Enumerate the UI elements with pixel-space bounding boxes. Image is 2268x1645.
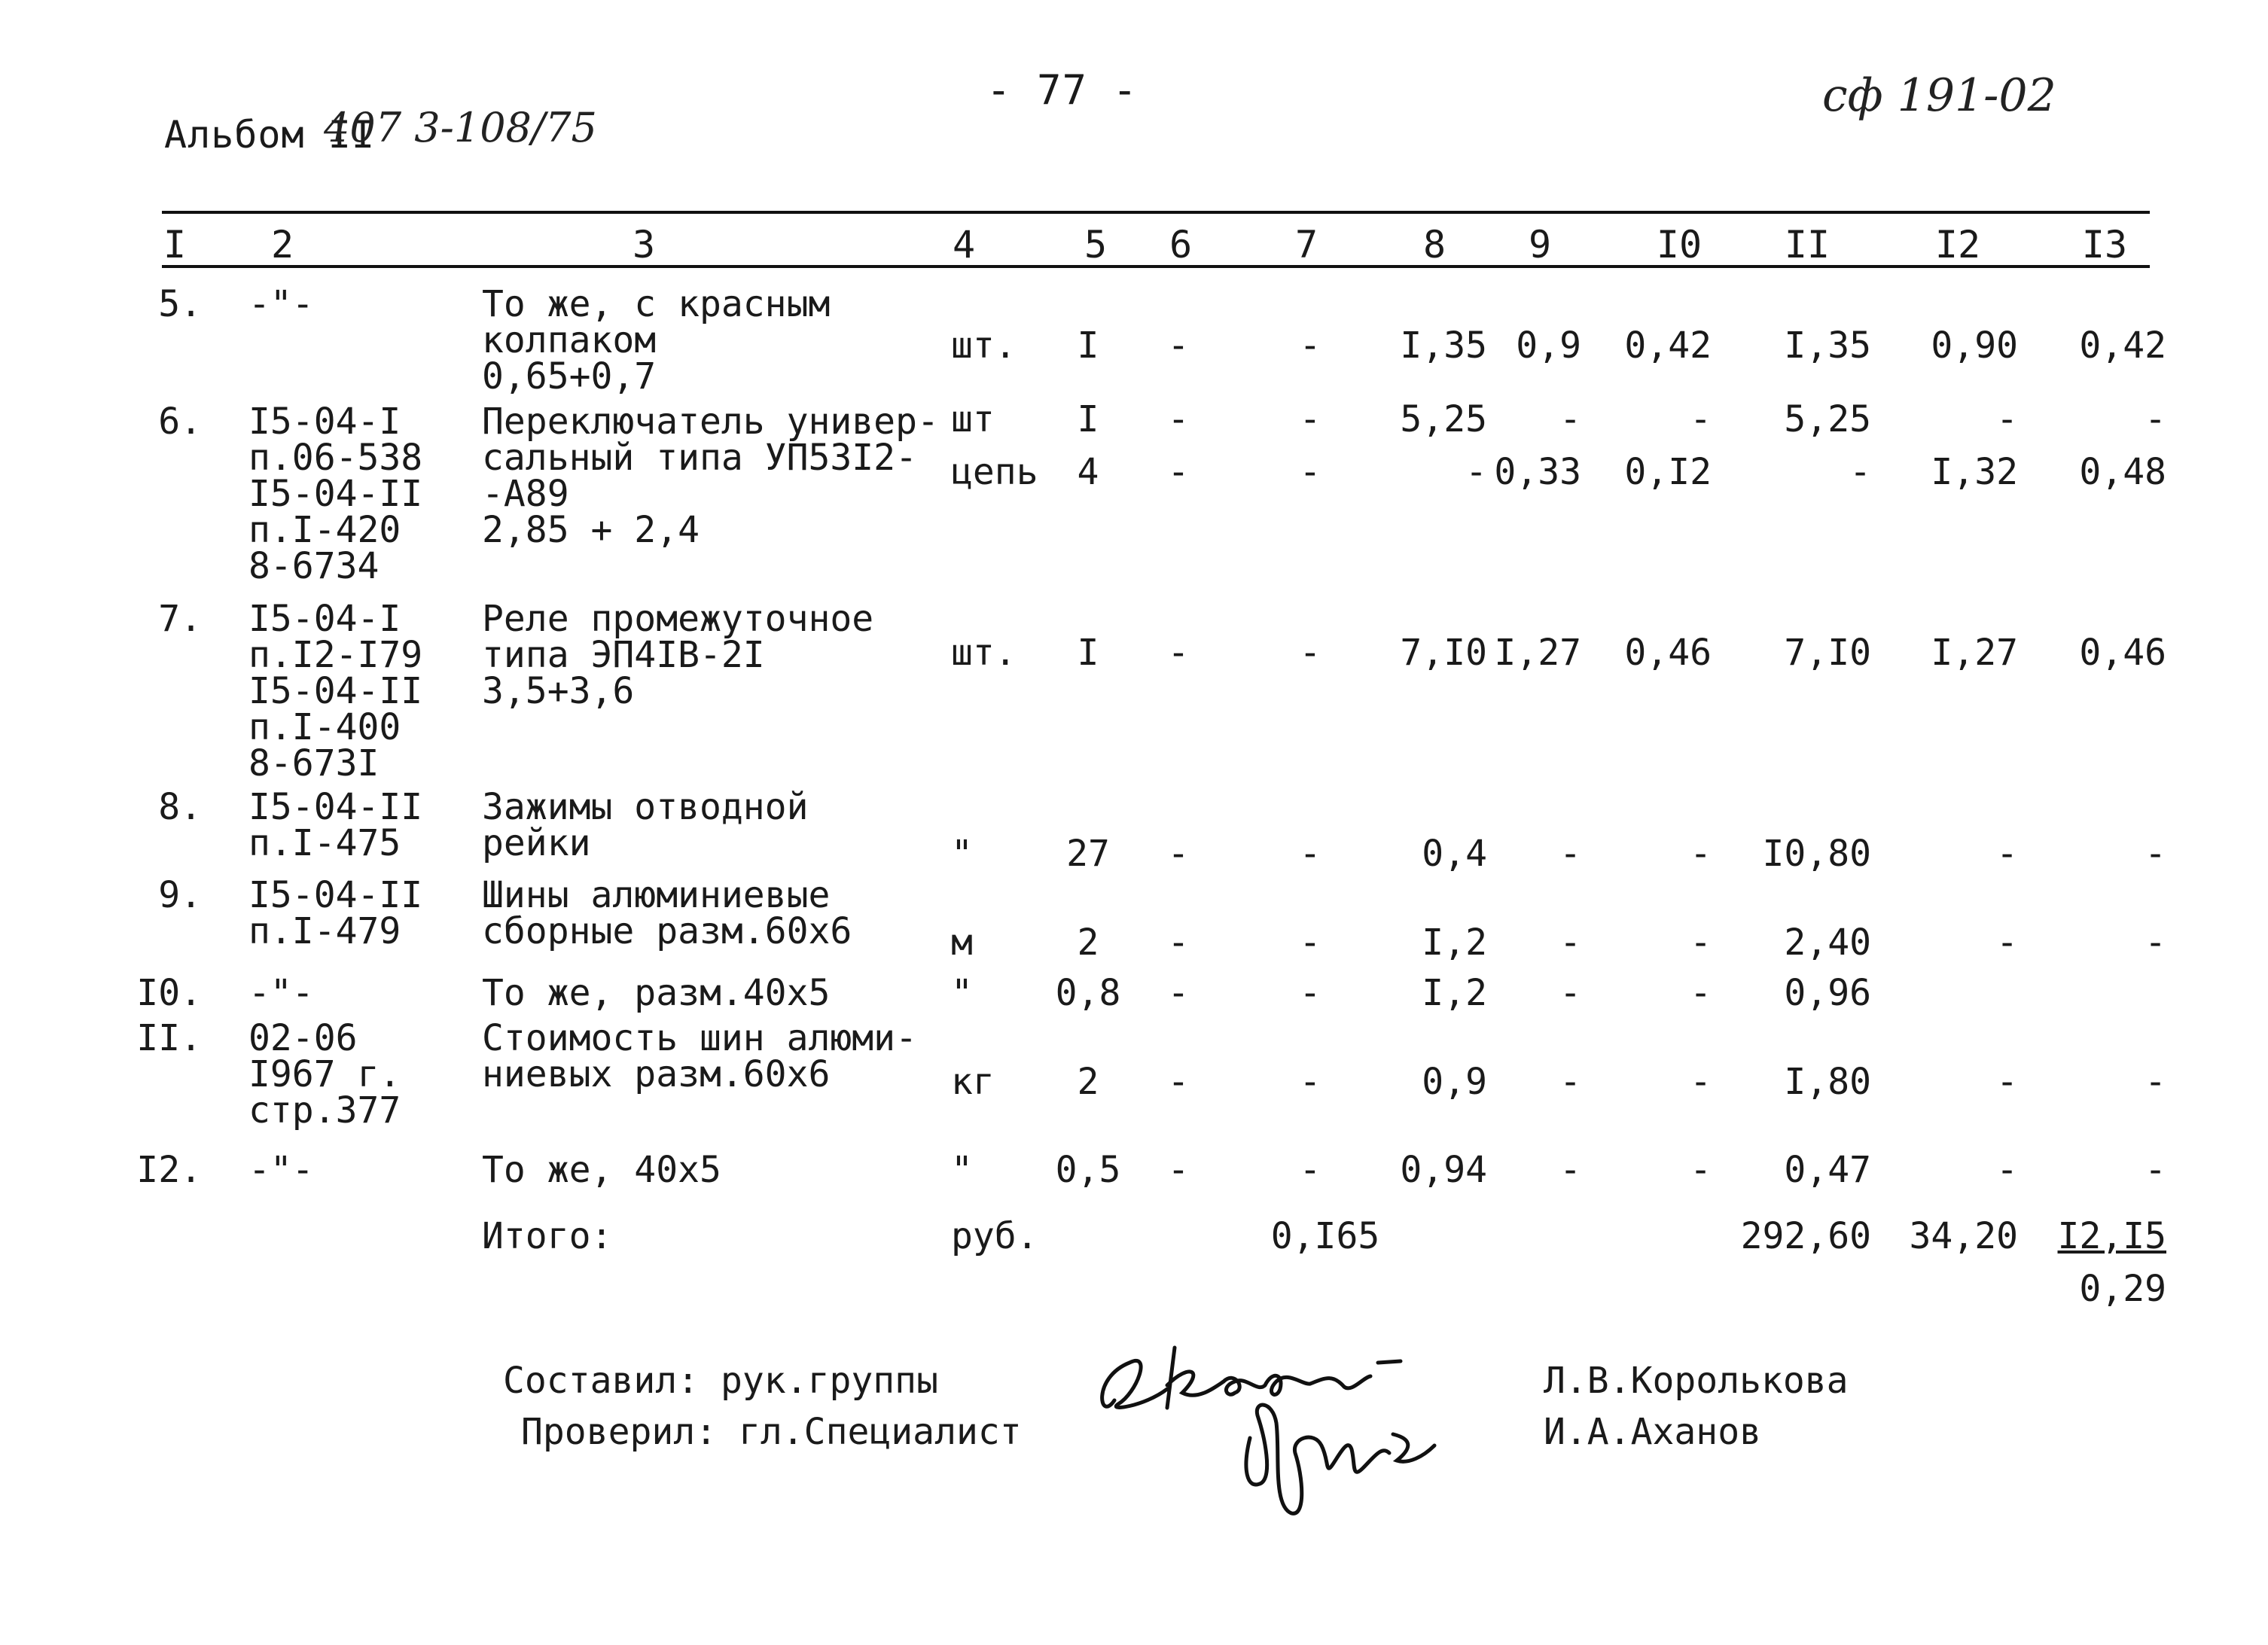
row-value-c8: I,35 [1400, 324, 1487, 367]
album-label: Альбом II [164, 113, 375, 157]
row-reference-line: I5-04-I [248, 401, 401, 443]
col-header-3: 3 [632, 223, 656, 267]
row-value-c13: - [2145, 1061, 2166, 1103]
row-value-c12: - [1996, 922, 2018, 964]
col-header-12: I2 [1934, 223, 1981, 267]
row-name-line: типа ЭП4IВ-2I [482, 634, 765, 676]
compiled-label: Составил: рук.группы [503, 1360, 938, 1402]
row-number: 9. [158, 874, 202, 916]
row-name-line: Шины алюминиевые [482, 874, 831, 916]
row-value-c7: - [1299, 922, 1321, 964]
row-value-c8: 0,4 [1422, 833, 1487, 875]
row-value-c9: 0,9 [1516, 324, 1581, 367]
row-value-c8: 5,25 [1400, 398, 1487, 440]
row-value-c10: - [1690, 1149, 1712, 1191]
row-value-c13: 0,48 [2079, 451, 2166, 493]
row-value-c5: 0,5 [1055, 1149, 1121, 1191]
total-col13: I2,I5 [2057, 1215, 2166, 1257]
row-name-line: 2,85 + 2,4 [482, 509, 700, 551]
row-value-c7: - [1299, 1061, 1321, 1103]
row-number: I0. [136, 972, 202, 1014]
col-header-11: II [1784, 223, 1831, 267]
row-unit: шт. [951, 324, 1017, 367]
row-value-c9: I,27 [1494, 632, 1581, 674]
row-value-c5: 4 [1077, 451, 1099, 493]
row-value-c5: 27 [1066, 833, 1110, 875]
row-value-c6: - [1167, 398, 1190, 440]
row-value-c10: - [1690, 972, 1712, 1014]
row-unit: шт. [951, 632, 1017, 674]
row-unit: цепь [951, 451, 1038, 493]
row-value-c12: - [1996, 398, 2018, 440]
row-number: 5. [158, 283, 202, 325]
row-reference-line: 8-6734 [248, 545, 380, 587]
row-value-c12: I,32 [1931, 451, 2018, 493]
row-value-c7: - [1299, 833, 1321, 875]
total-unit: руб. [951, 1215, 1038, 1257]
row-value-c11: 7,I0 [1784, 632, 1871, 674]
row-name-line: 3,5+3,6 [482, 670, 635, 712]
row-name-line: То же, разм.40х5 [482, 972, 831, 1014]
row-value-c7: - [1299, 324, 1321, 367]
row-value-c9: - [1559, 1149, 1581, 1191]
row-number: II. [136, 1017, 202, 1059]
row-value-c13: - [2145, 398, 2166, 440]
checked-label: Проверил: гл.Специалист [521, 1411, 1022, 1453]
row-number: I2. [136, 1149, 202, 1191]
row-value-c13: 0,46 [2079, 632, 2166, 674]
row-name-line: рейки [482, 822, 591, 864]
row-value-c11: I,35 [1784, 324, 1871, 367]
row-name-line: 0,65+0,7 [482, 355, 657, 398]
row-name-line: Стоимость шин алюми- [482, 1017, 917, 1059]
row-reference-line: п.I-479 [248, 910, 401, 952]
row-value-c10: - [1690, 1061, 1712, 1103]
row-value-c12: I,27 [1931, 632, 2018, 674]
row-value-c8: 7,I0 [1400, 632, 1487, 674]
row-unit: " [951, 833, 973, 875]
total-col12: 34,20 [1909, 1215, 2018, 1257]
row-unit: шт [951, 398, 995, 440]
row-value-c11: 2,40 [1784, 922, 1871, 964]
row-name-line: Реле промежуточное [482, 598, 874, 640]
col-header-13: I3 [2081, 223, 2128, 267]
row-value-c13: 0,42 [2079, 324, 2166, 367]
row-reference-line: I5-04-II [248, 786, 423, 828]
row-reference-line: п.I2-I79 [248, 634, 423, 676]
col-header-5: 5 [1084, 223, 1108, 267]
col-header-1: I [163, 223, 187, 267]
total-col13-below: 0,29 [2079, 1268, 2166, 1310]
row-number: 8. [158, 786, 202, 828]
row-value-c6: - [1167, 632, 1190, 674]
row-reference-line: п.I-475 [248, 822, 401, 864]
row-reference-line: I967 г. [248, 1053, 401, 1095]
row-value-c6: - [1167, 922, 1190, 964]
row-unit: " [951, 972, 973, 1014]
row-value-c12: 0,90 [1931, 324, 2018, 367]
row-value-c10: - [1690, 833, 1712, 875]
row-reference-line: 8-673I [248, 742, 380, 784]
row-value-c6: - [1167, 1149, 1190, 1191]
row-reference-line: I5-04-II [248, 874, 423, 916]
row-reference-line: п.06-538 [248, 437, 423, 479]
row-value-c8: I,2 [1422, 972, 1487, 1014]
col-header-6: 6 [1169, 223, 1193, 267]
row-reference-line: п.I-400 [248, 706, 401, 748]
row-value-c5: I [1077, 632, 1099, 674]
row-value-c10: 0,46 [1624, 632, 1712, 674]
row-unit: " [951, 1149, 973, 1191]
row-value-c8: I,2 [1422, 922, 1487, 964]
col-header-9: 9 [1528, 223, 1552, 267]
row-value-c12: - [1996, 833, 2018, 875]
row-value-c7: - [1299, 972, 1321, 1014]
row-value-c9: - [1559, 1061, 1581, 1103]
row-value-c13: - [2145, 922, 2166, 964]
row-value-c7: - [1299, 398, 1321, 440]
row-reference-line: стр.377 [248, 1089, 401, 1132]
row-value-c8: 0,94 [1400, 1149, 1487, 1191]
row-reference-line: -"- [248, 283, 314, 325]
compiled-name: Л.В.Королькова [1544, 1360, 1849, 1402]
row-value-c11: - [1849, 451, 1871, 493]
row-value-c11: 0,47 [1784, 1149, 1871, 1191]
total-col7: 0,I65 [1270, 1215, 1380, 1257]
row-value-c12: - [1996, 1149, 2018, 1191]
row-value-c6: - [1167, 1061, 1190, 1103]
row-value-c5: 2 [1077, 922, 1099, 964]
row-name-line: ниевых разм.60х6 [482, 1053, 831, 1095]
row-reference-line: I5-04-I [248, 598, 401, 640]
row-value-c6: - [1167, 833, 1190, 875]
row-number: 6. [158, 401, 202, 443]
row-value-c9: - [1559, 398, 1581, 440]
row-value-c5: 2 [1077, 1061, 1099, 1103]
row-name-line: сальный типа УП53I2- [482, 437, 917, 479]
row-reference-line: п.I-420 [248, 509, 401, 551]
row-value-c8: 0,9 [1422, 1061, 1487, 1103]
row-value-c13: - [2145, 1149, 2166, 1191]
col-header-8: 8 [1422, 223, 1446, 267]
page-number: - 77 - [986, 66, 1139, 114]
row-value-c9: - [1559, 972, 1581, 1014]
row-unit: м [951, 922, 973, 964]
col-header-7: 7 [1294, 223, 1318, 267]
total-col11: 292,60 [1740, 1215, 1871, 1257]
row-value-c7: - [1299, 451, 1321, 493]
col-header-10: I0 [1656, 223, 1703, 267]
row-reference-line: I5-04-II [248, 473, 423, 515]
col-header-2: 2 [270, 223, 294, 267]
row-value-c12: - [1996, 1061, 2018, 1103]
row-value-c6: - [1167, 451, 1190, 493]
row-value-c7: - [1299, 1149, 1321, 1191]
row-reference-line: 02-06 [248, 1017, 358, 1059]
total-label: Итого: [482, 1215, 613, 1257]
row-value-c7: - [1299, 632, 1321, 674]
signature-2-image [1220, 1393, 1446, 1521]
row-name-line: -А89 [482, 473, 569, 515]
album-code-handwritten: 407 3-108/75 [324, 104, 597, 151]
table-header-rule [162, 265, 2150, 268]
row-name-line: Переключатель универ- [482, 401, 939, 443]
table-top-rule [162, 211, 2150, 214]
row-value-c5: 0,8 [1055, 972, 1121, 1014]
row-value-c11: I0,80 [1762, 833, 1871, 875]
row-unit: кг [951, 1061, 995, 1103]
sheet-code-handwritten: сф 191-02 [1822, 69, 2056, 122]
row-value-c11: 5,25 [1784, 398, 1871, 440]
row-name-line: сборные разм.60х6 [482, 910, 852, 952]
row-reference-line: -"- [248, 1149, 314, 1191]
row-value-c8: - [1465, 451, 1487, 493]
row-value-c10: 0,42 [1624, 324, 1712, 367]
row-value-c5: I [1077, 324, 1099, 367]
row-value-c13: - [2145, 833, 2166, 875]
row-number: 7. [158, 598, 202, 640]
row-value-c10: - [1690, 398, 1712, 440]
row-reference-line: -"- [248, 972, 314, 1014]
row-value-c6: - [1167, 324, 1190, 367]
row-value-c6: - [1167, 972, 1190, 1014]
row-name-line: То же, 40х5 [482, 1149, 721, 1191]
row-value-c9: - [1559, 833, 1581, 875]
row-value-c9: 0,33 [1494, 451, 1581, 493]
row-value-c10: 0,I2 [1624, 451, 1712, 493]
row-name-line: То же, с красным [482, 283, 831, 325]
row-value-c11: 0,96 [1784, 972, 1871, 1014]
row-value-c11: I,80 [1784, 1061, 1871, 1103]
row-name-line: колпаком [482, 319, 657, 361]
row-value-c5: I [1077, 398, 1099, 440]
row-name-line: Зажимы отводной [482, 786, 809, 828]
row-value-c10: - [1690, 922, 1712, 964]
checked-name: И.А.Аханов [1544, 1411, 1761, 1453]
col-header-4: 4 [952, 223, 976, 267]
row-value-c9: - [1559, 922, 1581, 964]
row-reference-line: I5-04-II [248, 670, 423, 712]
